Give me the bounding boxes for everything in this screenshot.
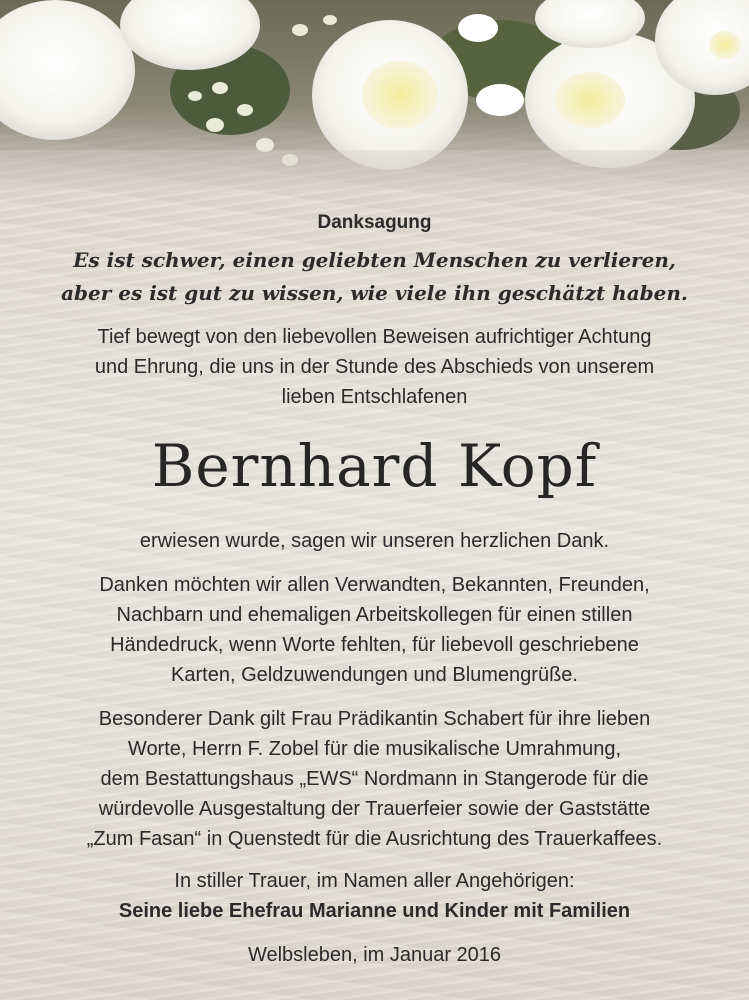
special-line: „Zum Fasan“ in Quenstedt für die Ausrichtung des Trauerkaffees. xyxy=(86,828,663,850)
notice-body xyxy=(0,196,749,970)
intro-line: und Ehrung, die uns in der Stunde des Abschieds von unserem xyxy=(94,356,655,378)
special-line: Besonderer Dank gilt Frau Prädikantin Schabert für ihre lieben xyxy=(98,708,651,730)
notice-title: Danksagung xyxy=(317,212,432,233)
deceased-name: Bernhard Kopf xyxy=(151,432,598,500)
thanks-line: Danken möchten wir allen Verwandten, Bekannten, Freunden, xyxy=(99,574,650,596)
motto-line: aber es ist gut zu wissen, wie viele ihn geschätzt haben. xyxy=(61,281,688,305)
intro-paragraph xyxy=(0,322,749,412)
motto xyxy=(0,244,749,310)
special-line: dem Bestattungshaus „EWS“ Nordmann in Stangerode für die xyxy=(100,768,649,790)
thanks-line: Händedruck, wenn Worte fehlten, für liebevoll geschriebene xyxy=(110,634,639,656)
signers-line: Seine liebe Ehefrau Marianne und Kinder mit Familien xyxy=(118,900,631,922)
motto-line: Es ist schwer, einen geliebten Menschen zu verlieren, xyxy=(73,248,676,272)
intro-line: lieben Entschlafenen xyxy=(281,386,468,408)
special-thanks-paragraph xyxy=(0,704,749,854)
thanks-line: Nachbarn und ehemaligen Arbeitskollegen für einen stillen xyxy=(116,604,633,626)
flower-border-image xyxy=(0,0,749,190)
thanks-paragraph xyxy=(0,570,749,690)
place-date: Welbsleben, im Januar 2016 xyxy=(247,944,502,966)
special-line: Worte, Herrn F. Zobel für die musikalische Umrahmung, xyxy=(127,738,622,760)
after-name-text: erwiesen wurde, sagen wir unseren herzlichen Dank. xyxy=(139,530,610,552)
closing-block xyxy=(0,866,749,926)
thanks-line: Karten, Geldzuwendungen und Blumengrüße. xyxy=(171,664,578,686)
closing-line: In stiller Trauer, im Namen aller Angehörigen: xyxy=(174,870,575,892)
intro-line: Tief bewegt von den liebevollen Beweisen aufrichtiger Achtung xyxy=(97,326,652,348)
special-line: würdevolle Ausgestaltung der Trauerfeier sowie der Gaststätte xyxy=(98,798,651,820)
